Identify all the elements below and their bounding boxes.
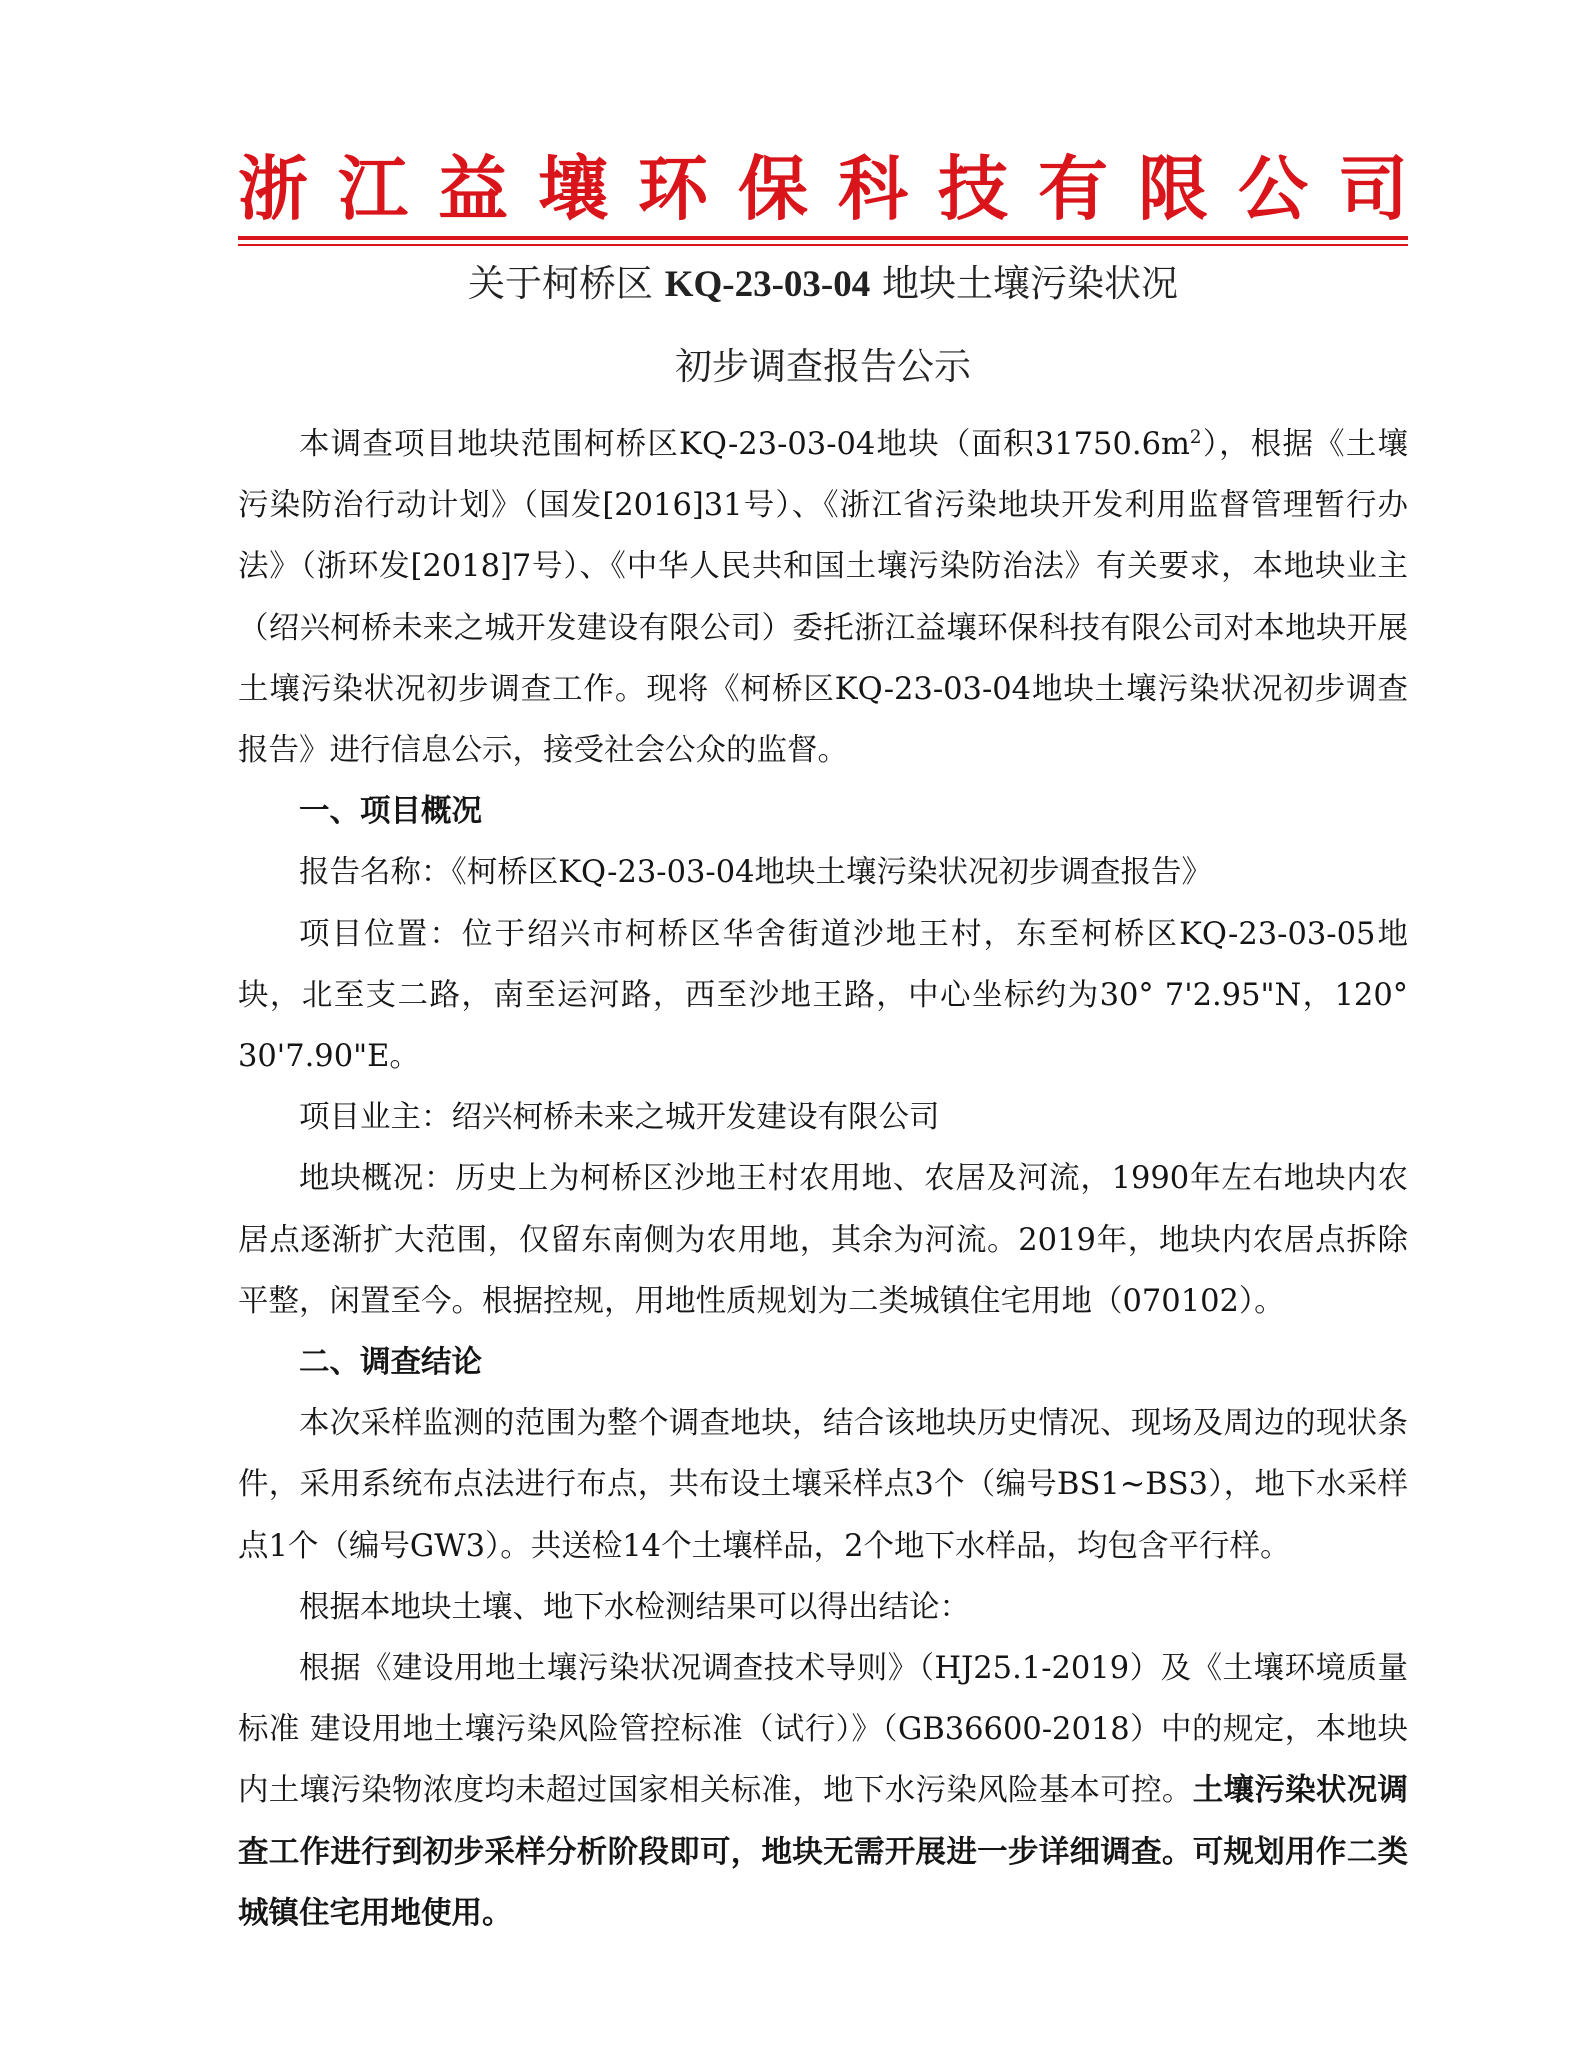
letterhead-rule-thick [238,236,1408,240]
letterhead-char: 有 [1038,147,1108,230]
document-title-line-1 [238,262,1408,307]
title-suffix: 地块土壤污染状况 [882,262,1179,305]
location-paragraph: 项目位置：位于绍兴市柯桥区华舍街道沙地王村，东至柯桥区KQ-23-03-05地块，北至支二路，南至运河路，西至沙地王路，中心坐标约为30° 7'2.95"N，120° 30'7.90"E。 [238,916,1408,1075]
letterhead-char: 壤 [538,147,608,230]
letterhead-char: 保 [738,147,808,230]
letterhead-char: 技 [938,147,1008,230]
document-body [238,414,1408,1944]
report-name-paragraph: 报告名称：《柯桥区KQ-23-03-04地块土壤污染状况初步调查报告》 [299,855,1213,891]
letterhead-char: 公 [1238,147,1308,230]
intro-paragraph [238,414,1408,781]
owner-paragraph: 项目业主：绍兴柯桥未来之城开发建设有限公司 [299,1100,940,1136]
overview-paragraph: 地块概况：历史上为柯桥区沙地王村农用地、农居及河流，1990年左右地块内农居点逐渐扩大范围，仅留东南侧为农用地，其余为河流。2019年，地块内农居点拆除平整，闲置至今。根据控规，用地性质规划为二类城镇住宅用地（070102）。 [238,1161,1408,1319]
section-2-heading: 二、调查结论 [299,1344,482,1381]
company-letterhead [238,148,1408,230]
letterhead-char: 浙 [238,147,308,230]
conclusion-paragraph [238,1638,1408,1944]
title-plot-code: KQ-23-03-04 [664,264,871,305]
conclusion-text: 根据《建设用地土壤污染状况调查技术导则》（HJ25.1-2019）及《土壤环境质量标准 建设用地土壤污染风险管控标准（试行）》（GB36600-2018）中的规定，本地块内土壤污染物浓度均未超过国家相关标准，地下水污染风险基本可控。 [238,1651,1408,1809]
conclusion-bold-text: 土壤污染状况调查工作进行到初步采样分析阶段即可，地块无需开展进一步详细调查。可规划用作二类城镇住宅用地使用。 [238,1772,1409,1931]
intro-text-a: 本调查项目地块范围柯桥区KQ-23-03-04地块（面积31750.6m [299,427,1190,462]
letterhead-rule-thin [238,244,1408,246]
letterhead-char: 司 [1338,147,1408,230]
intro-text-b: ），根据《土壤污染防治行动计划》（国发[2016]31号）、《浙江省污染地块开发利用监督管理暂行办法》（浙环发[2018]7号）、《中华人民共和国土壤污染防治法》有关要求，本地块业主（绍兴柯桥未来之城开发建设有限公司）委托浙江益壤环保科技有限公司对本地块开展土壤污染状况初步调查工作。现将《柯桥区KQ-23-03-04地块土壤污染状况初步调查报告》进行信息公示，接受社会公众的监督。 [238,427,1408,769]
sampling-paragraph: 本次采样监测的范围为整个调查地块，结合该地块历史情况、现场及周边的现状条件，采用系统布点法进行布点，共布设土壤采样点3个（编号BS1~BS3），地下水采样点1个（编号GW3）。共送检14个土壤样品，2个地下水样品，均包含平行样。 [238,1406,1408,1564]
letterhead-char: 环 [638,147,708,230]
area-unit-superscript: 2 [1189,426,1202,448]
letterhead-char: 科 [838,147,908,230]
section-1-heading: 一、项目概况 [299,793,482,830]
letterhead-char: 益 [438,147,508,230]
conclusion-lead-paragraph: 根据本地块土壤、地下水检测结果可以得出结论： [299,1589,970,1625]
title-prefix: 关于柯桥区 [467,262,653,305]
letterhead-char: 限 [1138,147,1208,230]
document-title-line-2: 初步调查报告公示 [675,345,971,388]
letterhead-char: 江 [338,147,408,230]
